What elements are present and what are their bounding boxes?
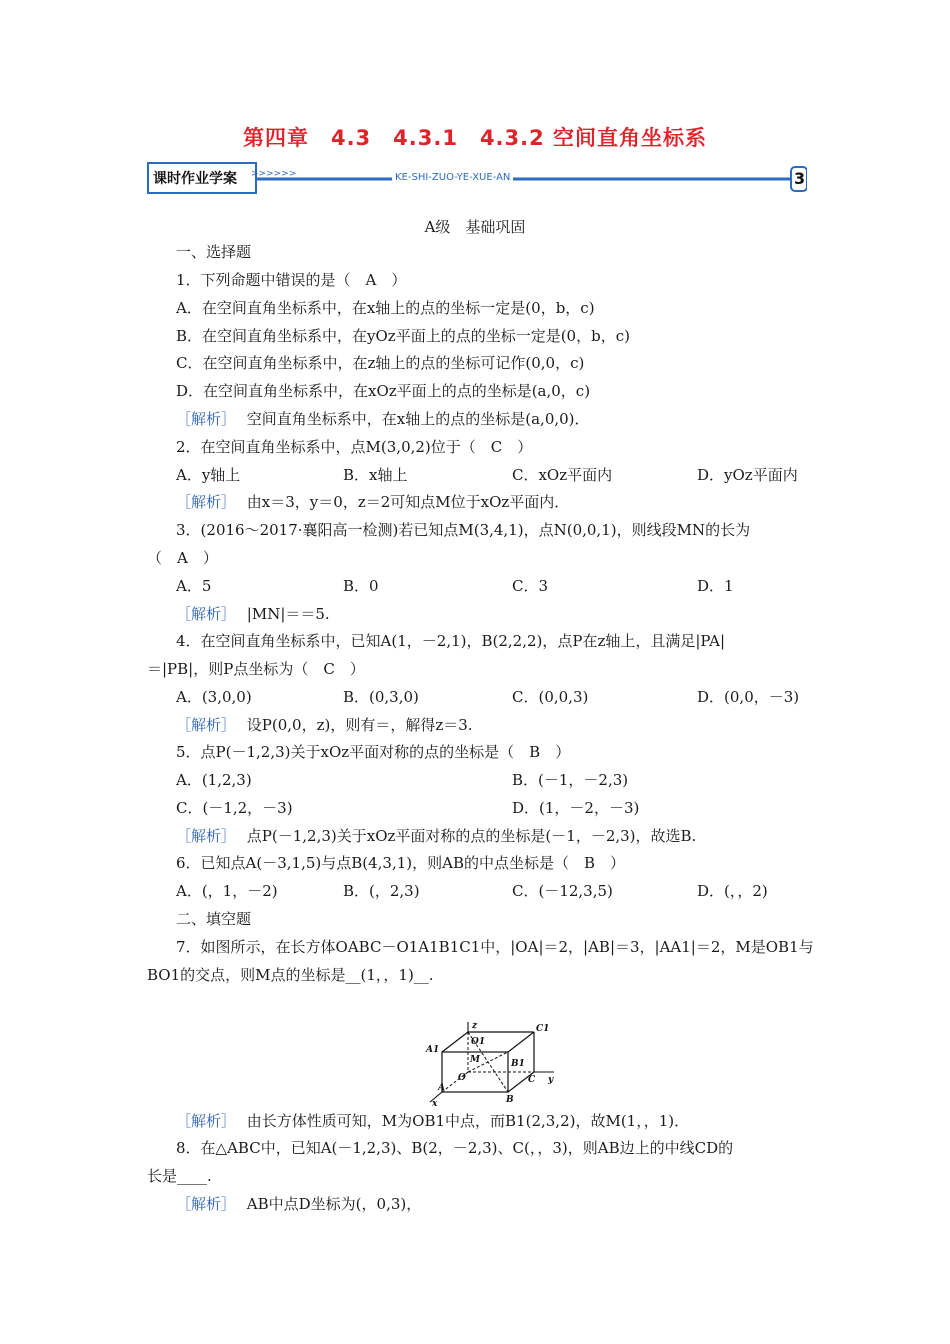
label-a1: A1 <box>426 1045 440 1055</box>
q1-option-c: C．在空间直角坐标系中，在z轴上的点的坐标可记作(0,0，c) <box>176 354 585 372</box>
analysis-tag: ［解析］ <box>176 605 237 623</box>
q1-analysis <box>176 409 590 429</box>
banner-arrows: >>>>>> <box>251 169 297 179</box>
q2-option-a: A．y轴上 <box>176 466 241 484</box>
q8-analysis <box>176 1194 421 1214</box>
q6-option-d: D．(，，2) <box>697 882 768 900</box>
q7-analysis <box>176 1111 689 1131</box>
q3-analysis <box>176 604 330 624</box>
q2-option-d: D．yOz平面内 <box>697 466 798 484</box>
analysis-tag: ［解析］ <box>176 1112 237 1130</box>
q1-option-a: A．在空间直角坐标系中，在x轴上的点的坐标一定是(0，b，c) <box>176 299 595 317</box>
q1-option-d: D．在空间直角坐标系中，在xOz平面上的点的坐标是(a,0，c) <box>176 382 591 400</box>
q8-stem: 8．在△ABC中，已知A(－1,2,3)、B(2，－2,3)、C(，，3)，则AB边上的中线CD的 <box>176 1139 734 1157</box>
analysis-tag: ［解析］ <box>176 827 237 845</box>
q3-option-a: A．5 <box>176 577 212 595</box>
q4-stem-cont: ＝|PB|，则P点坐标为（ C ） <box>147 660 365 678</box>
q5-stem: 5．点P(－1,2,3)关于xOz平面对称的点的坐标是（ B ） <box>176 743 571 761</box>
q2-option-c: C．xOz平面内 <box>512 466 613 484</box>
q6-option-a: A．(，1，－2) <box>176 882 278 900</box>
q7-stem-cont: BO1的交点，则M点的坐标是__(1，，1)__. <box>147 966 434 984</box>
q6-option-b: B．(，2,3) <box>343 882 420 900</box>
part1-heading: 一、选择题 <box>176 243 252 261</box>
analysis-tag: ［解析］ <box>176 493 237 511</box>
label-b1: B1 <box>511 1059 525 1069</box>
q3-option-d: D．1 <box>697 577 734 595</box>
page-title: 第四章 4.3 4.3.1 4.3.2 空间直角坐标系 <box>242 126 708 150</box>
q4-option-c: C．(0,0,3) <box>512 688 589 706</box>
analysis-text: 设P(0,0，z)，则有＝，解得z＝3. <box>246 716 473 734</box>
q3-option-b: B．0 <box>343 577 379 595</box>
analysis-text: 空间直角坐标系中，在x轴上的点的坐标是(a,0,0)． <box>246 410 590 428</box>
q3-stem-cont: （ A ） <box>147 549 218 567</box>
label-y: y <box>548 1075 554 1085</box>
analysis-text: AB中点D坐标为(，0,3)， <box>246 1195 422 1213</box>
part2-heading: 二、填空题 <box>176 910 252 928</box>
q5-option-a: A．(1,2,3) <box>176 771 252 789</box>
cuboid-figure <box>418 1022 568 1106</box>
q2-option-b: B．x轴上 <box>343 466 408 484</box>
q2-stem: 2．在空间直角坐标系中，点M(3,0,2)位于（ C ） <box>176 438 533 456</box>
banner <box>147 160 807 196</box>
q5-option-b: B．(－1，－2,3) <box>512 771 629 789</box>
banner-pinyin: KE-SHI-ZUO-YE-XUE-AN <box>392 172 513 183</box>
label-x: x <box>432 1099 438 1106</box>
q6-option-c: C．(－12,3,5) <box>512 882 613 900</box>
label-b: B <box>506 1095 514 1105</box>
q7-stem: 7．如图所示，在长方体OABC－O1A1B1C1中，|OA|＝2，|AB|＝3，|AA1|＝2，M是OB1与 <box>176 938 814 956</box>
q5-option-d: D．(1，－2，－3) <box>512 799 640 817</box>
q3-stem: 3．(2016～2017·襄阳高一检测)若已知点M(3,4,1)，点N(0,0,1)，则线段MN的长为 <box>176 521 751 539</box>
q2-analysis <box>176 492 569 512</box>
q1-stem: 1．下列命题中错误的是（ A ） <box>176 271 407 289</box>
q6-stem: 6．已知点A(－3,1,5)与点B(4,3,1)，则AB的中点坐标是（ B ） <box>176 854 626 872</box>
label-o: O <box>458 1073 466 1083</box>
label-m: M <box>470 1055 480 1065</box>
analysis-tag: ［解析］ <box>176 410 237 428</box>
label-o1: O1 <box>471 1037 486 1047</box>
label-z: z <box>472 1022 478 1031</box>
analysis-text: 由x＝3，y＝0，z＝2可知点M位于xOz平面内． <box>246 493 570 511</box>
q4-option-b: B．(0,3,0) <box>343 688 419 706</box>
analysis-tag: ［解析］ <box>176 716 237 734</box>
q5-analysis <box>176 826 696 846</box>
q4-analysis <box>176 715 473 735</box>
analysis-text: 点P(－1,2,3)关于xOz平面对称的点的坐标是(－1，－2,3)，故选B. <box>246 827 697 845</box>
banner-number: 3 <box>794 169 806 188</box>
q3-option-c: C．3 <box>512 577 549 595</box>
analysis-text: |MN|＝＝5. <box>246 605 330 623</box>
q4-option-a: A．(3,0,0) <box>176 688 252 706</box>
q5-option-c: C．(－1,2，－3) <box>176 799 293 817</box>
label-a: A <box>438 1083 445 1093</box>
analysis-tag: ［解析］ <box>176 1195 237 1213</box>
section-heading: A级 基础巩固 <box>424 218 526 236</box>
q4-option-d: D．(0,0，－3) <box>697 688 800 706</box>
q4-stem: 4．在空间直角坐标系中，已知A(1，－2,1)，B(2,2,2)，点P在z轴上，且满足|PA| <box>176 632 726 650</box>
label-c: C <box>528 1075 536 1085</box>
q8-stem-cont: 长是____. <box>147 1167 212 1185</box>
q1-option-b: B．在空间直角坐标系中，在yOz平面上的点的坐标一定是(0，b，c) <box>176 327 630 345</box>
banner-label: 课时作业学案 <box>153 171 237 187</box>
analysis-text: 由长方体性质可知，M为OB1中点，而B1(2,3,2)，故M(1，，1)． <box>246 1112 690 1130</box>
label-c1: C1 <box>536 1024 550 1034</box>
